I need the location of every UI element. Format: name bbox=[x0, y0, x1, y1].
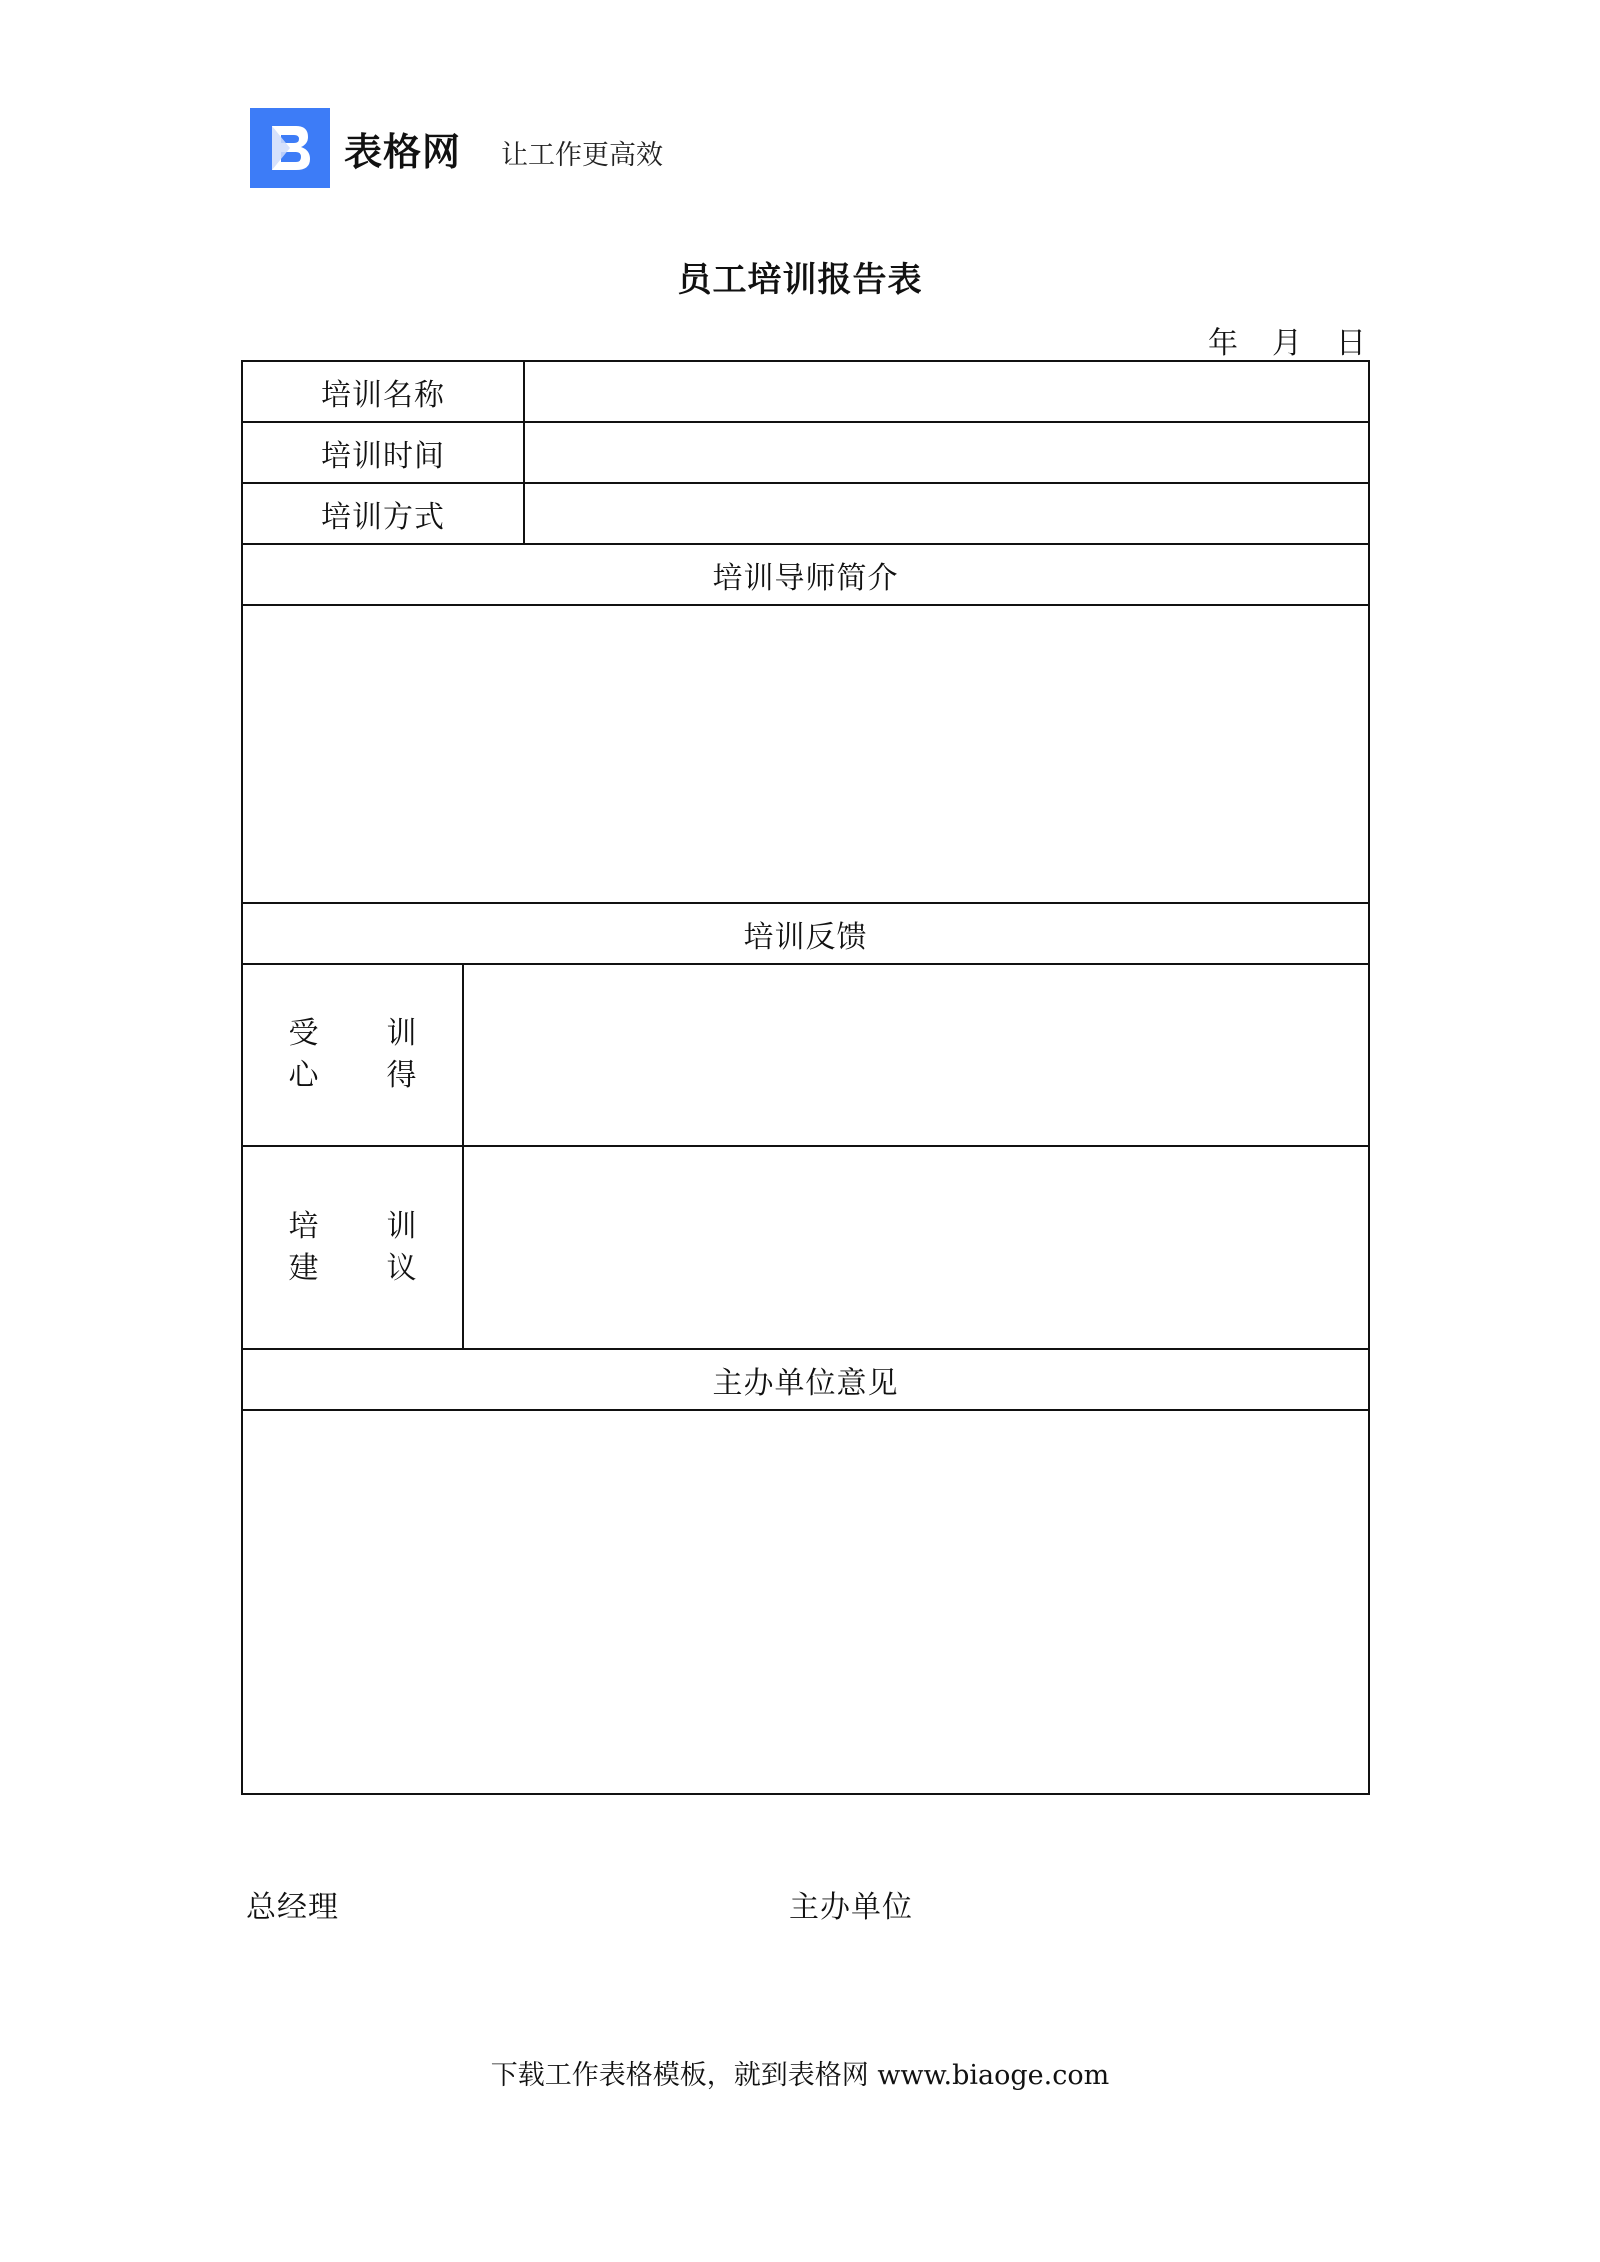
label-char: 议 bbox=[386, 1250, 417, 1286]
field-input-training-name[interactable] bbox=[525, 362, 1368, 421]
field-label: 培训方式 bbox=[243, 484, 525, 543]
organizer-opinion-heading: 主办单位意见 bbox=[712, 1365, 899, 1401]
feedback-heading: 培训反馈 bbox=[743, 919, 868, 955]
trainer-intro-input[interactable] bbox=[243, 606, 1368, 902]
date-year: 年 bbox=[1208, 326, 1238, 361]
training-report-table bbox=[241, 360, 1370, 1795]
label-char: 培 bbox=[288, 1208, 319, 1244]
feedback-row-experience bbox=[243, 965, 1368, 1147]
feedback-input-suggestion[interactable] bbox=[464, 1147, 1368, 1348]
organizer-opinion-input[interactable] bbox=[243, 1411, 1368, 1793]
organizer-opinion-area bbox=[243, 1411, 1368, 1793]
date-month: 月 bbox=[1272, 326, 1302, 361]
field-input-training-method[interactable] bbox=[525, 484, 1368, 543]
document-title: 员工培训报告表 bbox=[677, 260, 923, 300]
section-heading-trainer bbox=[243, 545, 1368, 606]
label-char: 受 bbox=[288, 1016, 319, 1051]
label-char: 训 bbox=[386, 1016, 417, 1051]
biaoge-logo-icon bbox=[250, 108, 330, 188]
section-heading-organizer bbox=[243, 1350, 1368, 1411]
trainer-intro-area bbox=[243, 606, 1368, 904]
field-row-time bbox=[243, 423, 1368, 484]
field-input-training-time[interactable] bbox=[525, 423, 1368, 482]
field-row-method bbox=[243, 484, 1368, 545]
signature-general-manager: 总经理 bbox=[246, 1890, 339, 1925]
feedback-row-suggestion bbox=[243, 1147, 1368, 1350]
field-row-name bbox=[243, 362, 1368, 423]
section-heading-feedback bbox=[243, 904, 1368, 965]
signature-organizer: 主办单位 bbox=[789, 1890, 913, 1925]
label-char: 得 bbox=[386, 1058, 417, 1093]
trainer-intro-heading: 培训导师简介 bbox=[712, 560, 899, 596]
date-line bbox=[1208, 318, 1366, 362]
field-label: 培训名称 bbox=[243, 362, 525, 421]
date-day: 日 bbox=[1336, 326, 1366, 361]
label-char: 心 bbox=[288, 1058, 319, 1093]
brand-name: 表格网 bbox=[344, 129, 462, 174]
brand-header bbox=[250, 108, 663, 188]
brand-slogan: 让工作更高效 bbox=[501, 139, 664, 171]
feedback-label-suggestion bbox=[243, 1147, 464, 1348]
field-label: 培训时间 bbox=[243, 423, 525, 482]
label-char: 建 bbox=[288, 1250, 319, 1286]
feedback-input-experience[interactable] bbox=[464, 965, 1368, 1145]
footer-text: 下载工作表格模板，就到表格网 www.biaoge.com bbox=[490, 2060, 1110, 2091]
feedback-label-experience bbox=[243, 965, 464, 1145]
label-char: 训 bbox=[386, 1208, 417, 1244]
